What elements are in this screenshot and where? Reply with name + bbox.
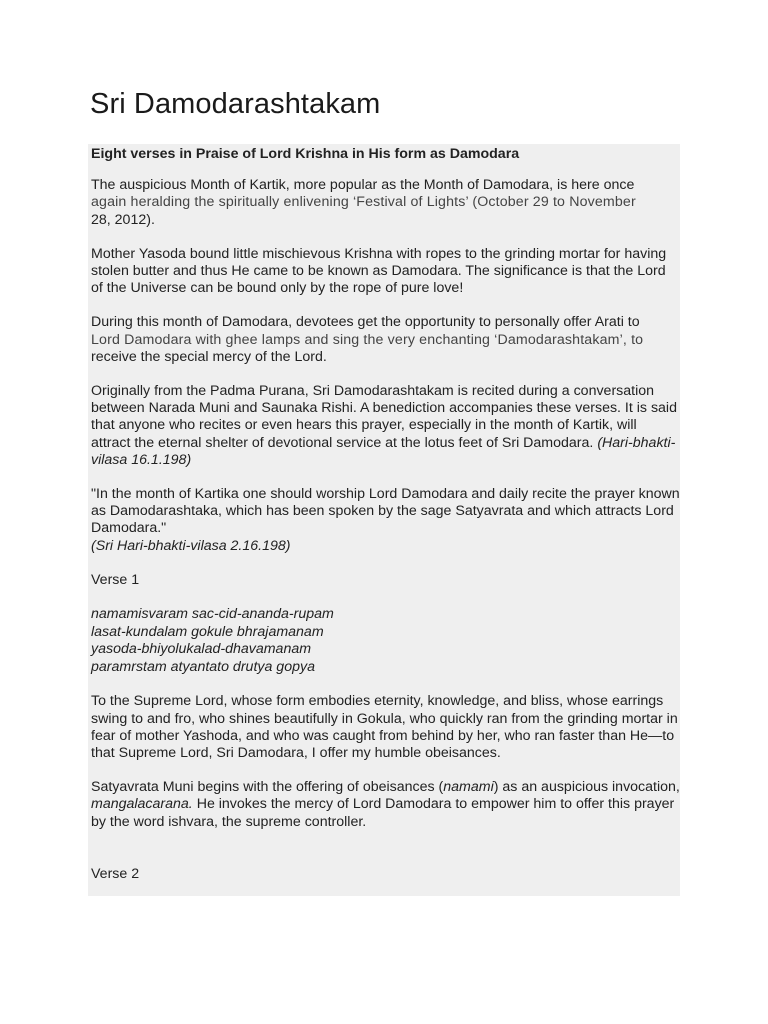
verse-1-line: lasat-kundalam gokule bhrajamanam [91,623,324,640]
yasoda-paragraph: Mother Yasoda bound little mischievous Krishna with ropes to the grinding mortar for having stolen butter and thus He came to be known as Damodara. The significance is that the Lord of the Universe can be bound only by the rope of pure love! [91,245,667,297]
intro-line-2: again heralding the spiritually enlivening ‘Festival of Lights’ (October 29 to November [91,194,636,211]
article-subtitle: Eight verses in Praise of Lord Krishna in His form as Damodara [91,146,520,162]
purport-term-namami: namami [443,779,494,796]
purport-text-3: He invokes the mercy of Lord Damodara to empower him to offer this prayer by the word ishvara, the supreme controller. [91,796,675,830]
arati-paragraph [91,314,680,366]
origin-text: Originally from the Padma Purana, Sri Damodarashtakam is recited during a conversation between Narada Muni and Saunaka Rishi. A benediction accompanies these verses. It is said that anyone who recites or even hears this prayer, especially in the month of Kartik, will attract the eternal shelter of devotional service at the lotus feet of Sri Damodara. [91,383,677,451]
quote-paragraph [91,486,680,555]
verse-1-lines [91,606,680,676]
verse-1-line: namamisvaram sac-cid-ananda-rupam [91,606,334,623]
page-title: Sri Damodarashtakam [90,88,381,120]
arati-line-1: During this month of Damodara, devotees get the opportunity to personally offer Arati to [91,314,640,331]
origin-paragraph [91,383,680,469]
quote-reference: (Sri Hari-bhakti-vilasa 2.16.198) [91,537,291,554]
arati-line-3: receive the special mercy of the Lord. [91,348,327,365]
article-body [88,144,680,896]
verse-2-heading: Verse 2 [91,865,140,882]
quote-text: "In the month of Kartika one should worship Lord Damodara and daily recite the prayer known as Damodarashtaka, which has been spoken by the sage Satyavrata and which attracts Lord Damodara." [91,486,680,537]
origin-reference: (Hari-bhakti-vilasa 16.1.198) [91,434,676,468]
purport-paragraph [91,779,680,831]
translation-paragraph: To the Supreme Lord, whose form embodies eternity, knowledge, and bliss, whose earrings swing to and fro, who shines beautifully in Gokula, who quickly ran from the grinding mortar in fear of mother Yashoda, and who was caught from behind by her, who ran faster than He—to that Supreme Lord, Sri Damodara, I offer my humble obeisances. [91,693,678,762]
verse-1-line: yasoda-bhiyolukalad-dhavamanam [91,641,312,658]
intro-line-3: 28, 2012). [91,211,155,228]
spacer [91,848,680,866]
intro-line-1: The auspicious Month of Kartik, more popular as the Month of Damodara, is here once [91,177,635,194]
arati-line-2: Lord Damodara with ghee lamps and sing the very enchanting ‘Damodarashtakam’, to [91,331,644,348]
purport-term-mangalacarana: mangalacarana. [91,796,193,813]
verse-1-line: paramrstam atyantato drutya gopya [91,658,315,675]
intro-paragraph [91,177,680,229]
verse-1-heading: Verse 1 [91,571,140,588]
purport-text-1: Satyavrata Muni begins with the offering of obeisances ( [91,779,444,796]
purport-text-2: ) as an auspicious invocation, [493,779,680,796]
